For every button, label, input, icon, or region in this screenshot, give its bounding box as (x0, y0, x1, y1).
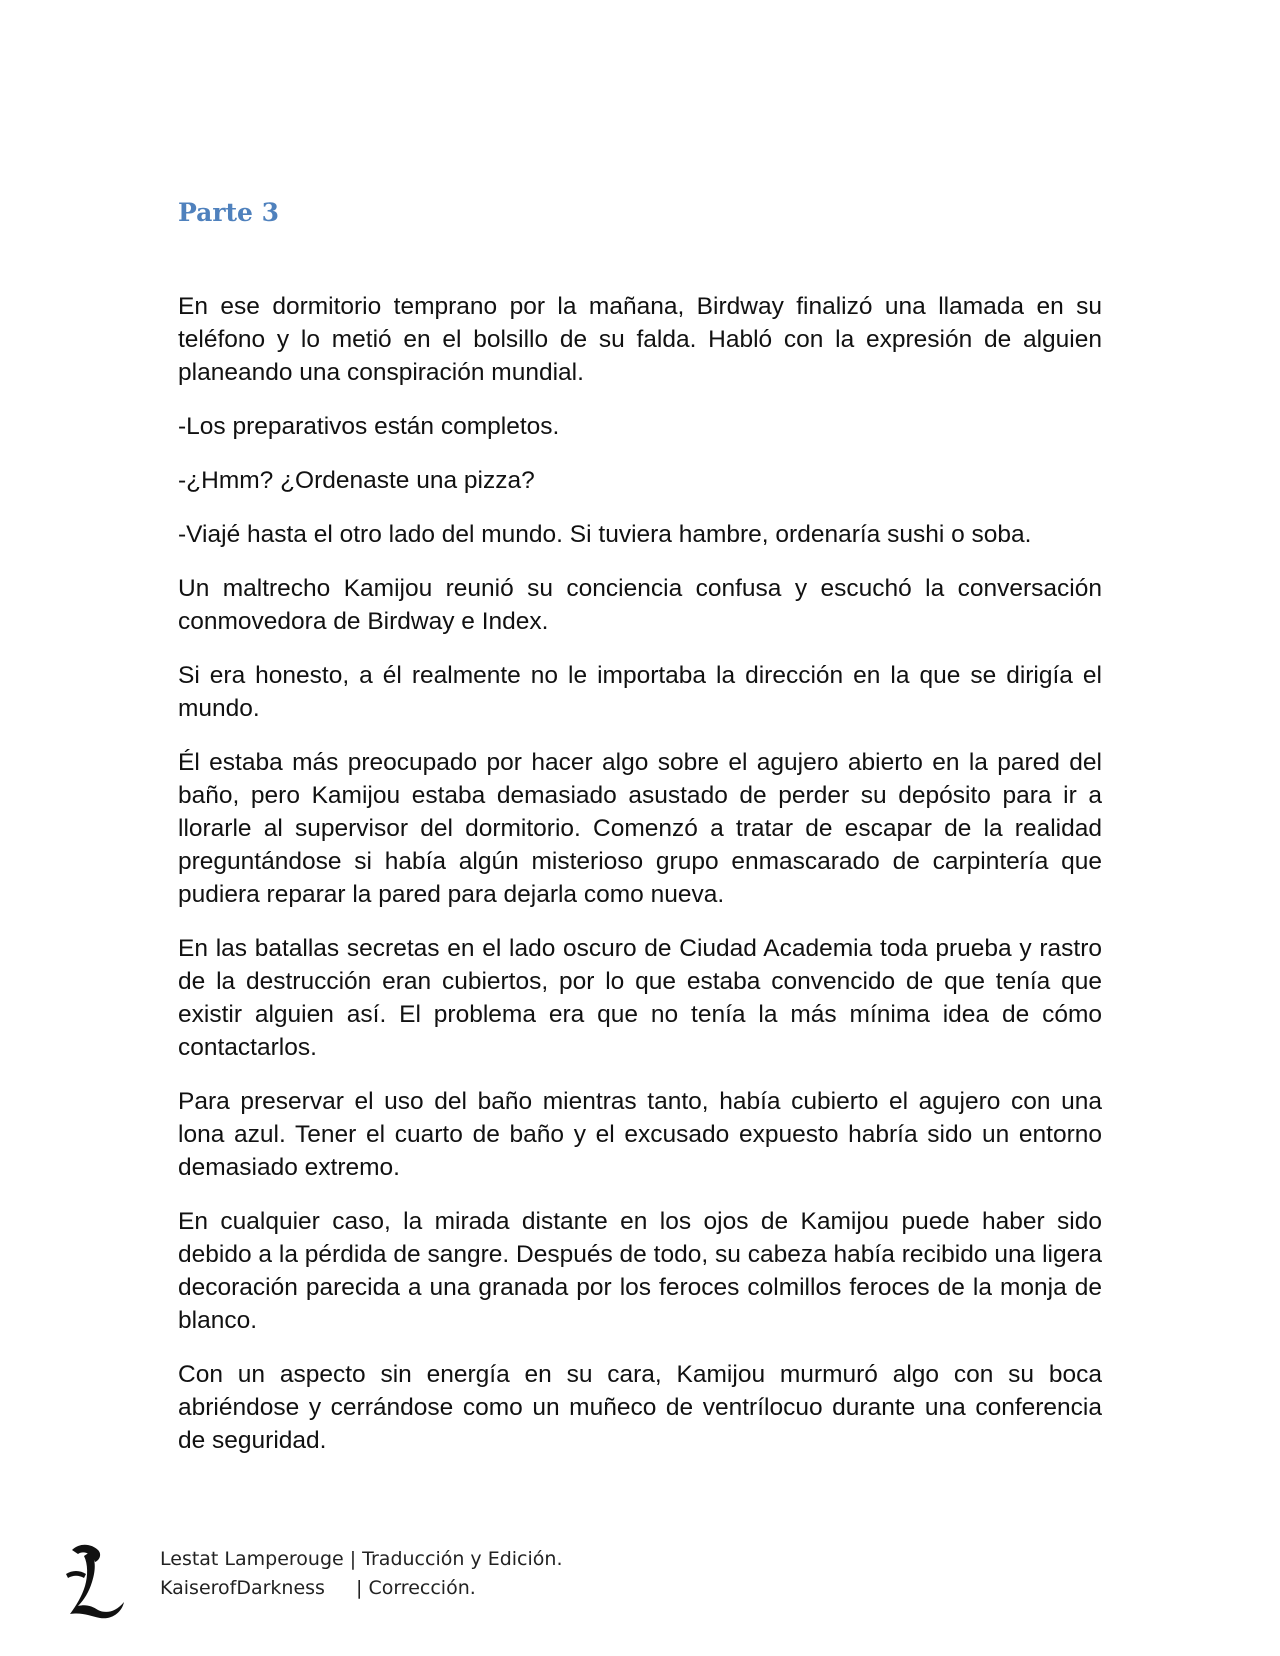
credit-role: | Traducción y Edición. (349, 1548, 563, 1570)
credit-row (160, 1545, 562, 1574)
paragraph: Un maltrecho Kamijou reunió su conciencia confusa y escuchó la conversación conmovedora de Birdway e Index. (178, 575, 1102, 635)
paragraph: -¿Hmm? ¿Ordenaste una pizza? (178, 467, 535, 494)
credit-row (160, 1574, 562, 1603)
paragraph: -Los preparativos están completos. (178, 413, 560, 440)
paragraph: Para preservar el uso del baño mientras tanto, había cubierto el agujero con una lona azul. Tener el cuarto de baño y el excusado expuesto habría sido un entorno demasiado extremo. (178, 1088, 1102, 1181)
paragraph: Con un aspecto sin energía en su cara, Kamijou murmuró algo con su boca abriéndose y cerrándose como un muñeco de ventrílocuo durante una conferencia de seguridad. (178, 1361, 1102, 1454)
gothic-letter-l-logo-icon (62, 1540, 132, 1620)
credit-name: Lestat Lamperouge (160, 1548, 344, 1570)
paragraph: En ese dormitorio temprano por la mañana, Birdway finalizó una llamada en su teléfono y lo metió en el bolsillo de su falda. Habló con la expresión de alguien planeando una conspiración mundial. (178, 293, 1102, 386)
paragraph: Él estaba más preocupado por hacer algo sobre el agujero abierto en la pared del baño, pero Kamijou estaba demasiado asustado de perder su depósito para ir a llorarle al supervisor del dormitorio. Comenzó a tratar de escapar de la realidad preguntándose si había algún misterioso grupo enmascarado de carpintería que pudiera reparar la pared para dejarla como nueva. (178, 749, 1102, 908)
section-heading: Parte 3 (178, 198, 280, 227)
paragraph: En cualquier caso, la mirada distante en los ojos de Kamijou puede haber sido debido a la pérdida de sangre. Después de todo, su cabeza había recibido una ligera decoración parecida a una granada por los feroces colmillos feroces de la monja de blanco. (178, 1208, 1102, 1334)
body-text (178, 290, 1102, 1478)
credit-role: | Corrección. (356, 1577, 476, 1599)
paragraph: -Viajé hasta el otro lado del mundo. Si tuviera hambre, ordenaría sushi o soba. (178, 521, 1032, 548)
paragraph: En las batallas secretas en el lado oscuro de Ciudad Academia toda prueba y rastro de la destrucción eran cubiertos, por lo que estaba convencido de que tenía que existir alguien así. El problema era que no tenía la más mínima idea de cómo contactarlos. (178, 935, 1102, 1061)
credit-name: KaiserofDarkness (160, 1577, 325, 1599)
paragraph: Si era honesto, a él realmente no le importaba la dirección en la que se dirigía el mundo. (178, 662, 1102, 722)
footer-credits (160, 1545, 562, 1603)
